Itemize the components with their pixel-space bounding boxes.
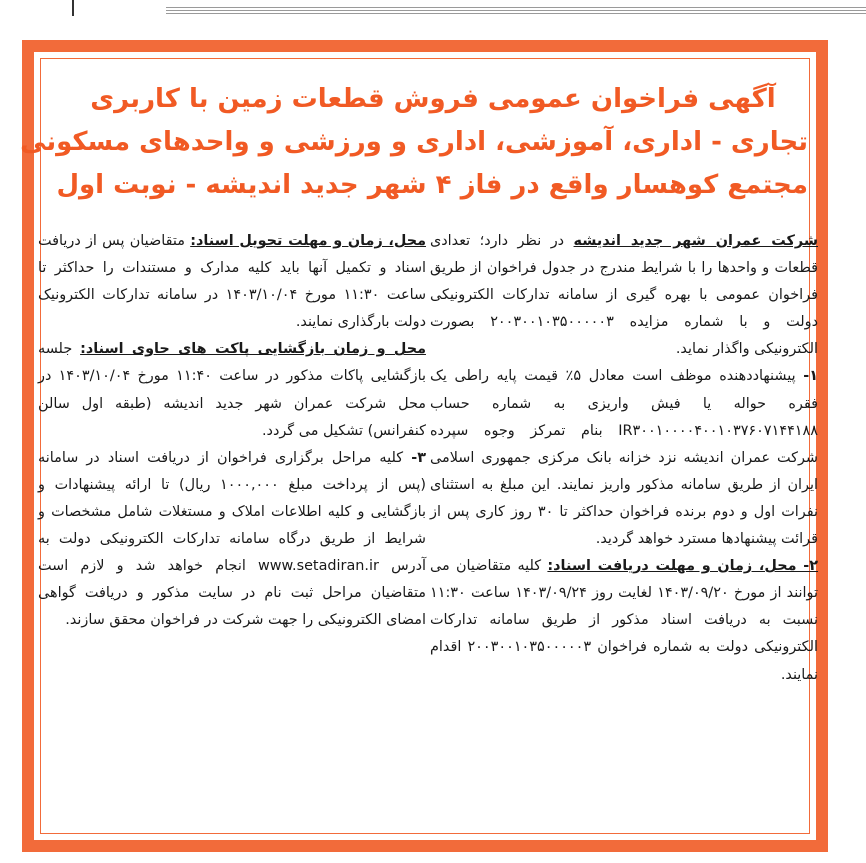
title-line-1: آگهی فراخوان عمومی فروش قطعات زمین با کاربری xyxy=(90,84,776,114)
item-2 xyxy=(430,553,818,688)
title-line-2: تجاری - اداری، آموزشی، اداری و ورزشی و واحدهای مسکونی xyxy=(20,127,808,157)
opening-section xyxy=(38,336,426,444)
item-3-text-b: انجام خواهد شد و لازم است متقاضیان مراحل ثبت نام در سایت مذکور و دریافت گواهی امضای الکترونیکی را جهت شرکت در فراخوان محقق سازند. xyxy=(38,558,426,629)
item-1-text: پیشنهاددهنده موظف است معادل ۵٪ قیمت پایه راطی یک فقره حواله یا فیش واریزی به شماره حساب IR۳۰۰۱۰۰۰۰۴۰۰۱۰۳۷۶۰۷۱۴۴۱۸۸ بنام تمرکز وجوه سپرده شرکت عمران اندیشه نزد خزانه بانک مرکزی جمهوری اسلامی ایران از طریق سامانه مذکور واریز نمایند. این مبلغ به استثنای نفرات اول و دوم برنده فراخوان حداکثر تا ۳۰ روز کاری پس از قرائت پیشنهادها مسترد خواهد گردید. xyxy=(430,368,818,548)
delivery-heading: محل، زمان و مهلت تحویل اسناد: xyxy=(190,233,426,249)
delivery-section xyxy=(38,228,426,336)
delivery-text: متقاضیان پس از دریافت اسناد و تکمیل آنها باید کلیه مدارک و مستندات را حداکثر تا ساعت ۱۱:۳۰ مورخ ۱۴۰۳/۱۰/۰۴ در سامانه تدارکات الکترونیک دولت بارگذاری نمایند. xyxy=(38,233,427,331)
hatched-rule xyxy=(166,6,866,14)
ad-title xyxy=(20,78,808,207)
item-3 xyxy=(38,445,426,635)
item-1 xyxy=(430,363,818,553)
intro-text: در نظر دارد؛ تعدادی قطعات و واحدها را با شرایط مندرج در جدول فراخوان از طریق فراخوان عمومی با بهره گیری از سامانه تدارکات الکترونیکی دولت و با شماره مزایده ۲۰۰۳۰۰۱۰۳۵۰۰۰۰۰۳ بصورت الکترونیکی واگذار نماید. xyxy=(430,233,818,358)
opening-text: جلسه بازگشایی پاکات مذکور در ساعت ۱۱:۴۰ مورخ ۱۴۰۳/۱۰/۰۴ در محل شرکت عمران شهر جدید اندیشه (طبقه اول سالن کنفرانس) تشکیل می گردد. xyxy=(38,341,426,439)
item-3-number: ۳- xyxy=(411,449,426,466)
item-2-heading: ۲- محل، زمان و مهلت دریافت اسناد: xyxy=(547,558,818,575)
title-line-3: مجتمع کوهسار واقع در فاز ۴ شهر جدید اندیشه - نوبت اول xyxy=(56,170,808,200)
website-link[interactable]: www.setadiran.ir xyxy=(258,558,379,575)
right-column xyxy=(430,228,818,689)
item-3-text-a: کلیه مراحل برگزاری فراخوان از دریافت اسناد در سامانه (پس از پرداخت مبلغ ۱۰۰۰,۰۰۰ ریال) تا ارائه پیشنهادات و بازگشایی و کلیه اطلاعات املاک و مستغلات شامل مشخصات و شرایط از طریق درگاه سامانه تدارکات الکترونیکی دولت به آدرس xyxy=(38,449,426,575)
left-column xyxy=(38,228,426,634)
intro-paragraph xyxy=(430,228,818,363)
opening-heading: محل و زمان بازگشایی پاکت های حاوی اسناد: xyxy=(80,341,426,358)
page-top-rule xyxy=(0,0,866,18)
item-1-number: ۱- xyxy=(803,368,819,385)
column-separator xyxy=(72,0,74,16)
company-name: شرکت عمران شهر جدید اندیشه xyxy=(573,233,818,249)
item-2-text: کلیه متقاضیان می توانند از مورخ ۱۴۰۳/۰۹/۲۰ لغایت روز ۱۴۰۳/۰۹/۲۴ ساعت ۱۱:۳۰ نسبت به دریافت اسناد مذکور از طریق سامانه تدارکات الکترونیکی دولت به شماره فراخوان ۲۰۰۳۰۰۱۰۳۵۰۰۰۰۰۳ اقدام نمایند. xyxy=(430,558,818,683)
